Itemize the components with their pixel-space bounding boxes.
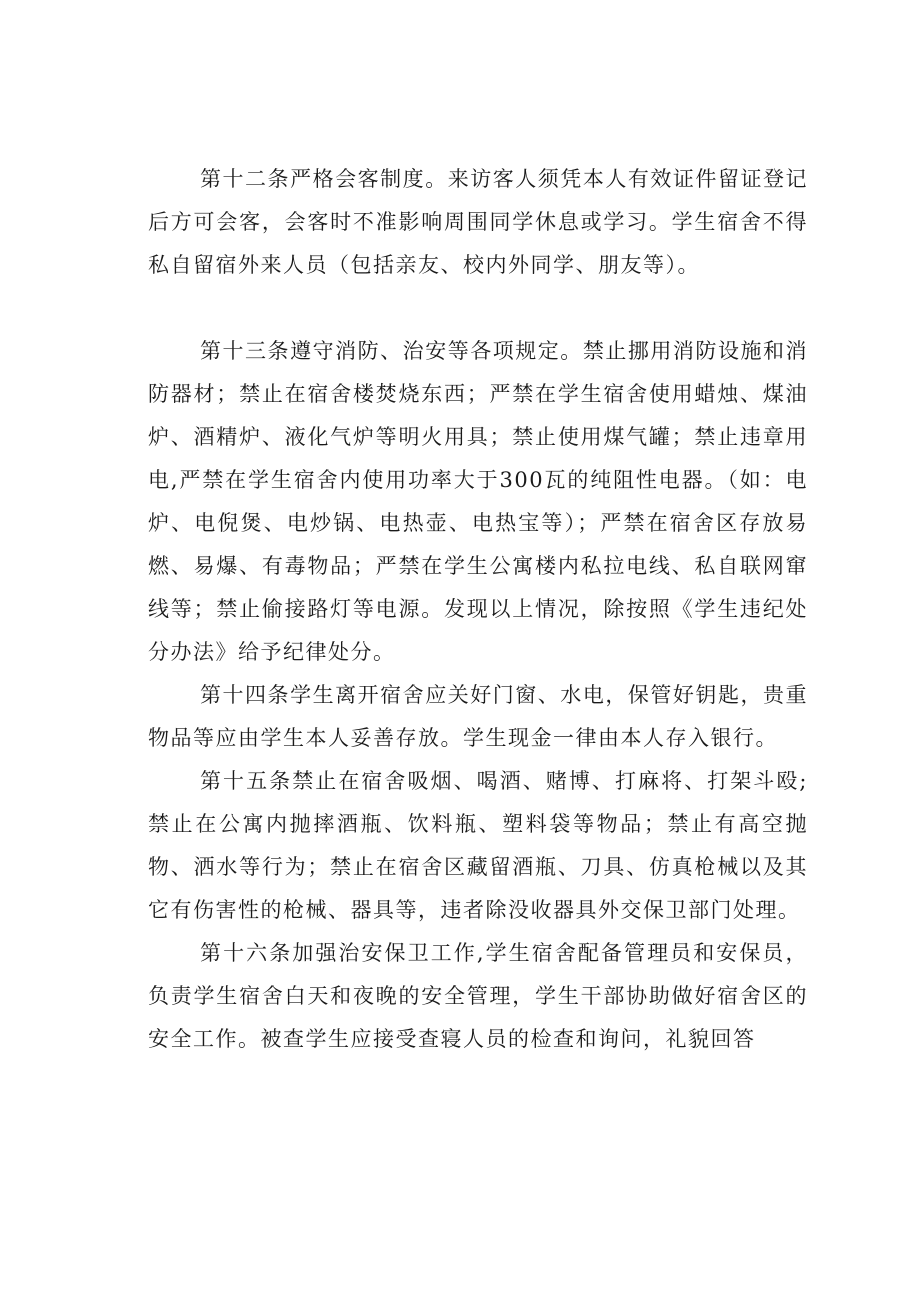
document-body: [148, 158, 808, 1061]
paragraph-article-16: 第十六条加强治安保卫工作,学生宿舍配备管理员和安保员，负责学生宿舍白天和夜晚的安全管理，学生干部协助做好宿舍区的安全工作。被查学生应接受查寝人员的检查和询问，礼貌回答: [148, 941, 808, 1051]
paragraph-article-13: 第十三条遵守消防、治安等各项规定。禁止挪用消防设施和消防器材；禁止在宿舍楼焚烧东西；严禁在学生宿舍使用蜡烛、煤油炉、酒精炉、液化气炉等明火用具；禁止使用煤气罐；禁止违章用电,严禁在学生宿舍内使用功率大于300瓦的纯阻性电器。（如：电炉、电倪煲、电炒锅、电热壶、电热宝等）；严禁在宿舍区存放易燃、易爆、有毒物品；严禁在学生公寓楼内私拉电线、私自联网窜线等；禁止偷接路灯等电源。发现以上情况，除按照《学生违纪处分办法》给予纪律处分。: [148, 339, 808, 664]
paragraph-article-14: 第十四条学生离开宿舍应关好门窗、水电，保管好钥匙，贵重物品等应由学生本人妥善存放。学生现金一律由本人存入银行。: [148, 683, 808, 750]
paragraph-article-12: 第十二条严格会客制度。来访客人须凭本人有效证件留证登记后方可会客，会客时不准影响周围同学休息或学习。学生宿舍不得私自留宿外来人员（包括亲友、校内外同学、朋友等）。: [148, 167, 808, 277]
paragraph-article-15: 第十五条禁止在宿舍吸烟、喝酒、赌博、打麻将、打架斗殴;禁止在公寓内抛摔酒瓶、饮料瓶、塑料袋等物品；禁止有高空抛物、洒水等行为；禁止在宿舍区藏留酒瓶、刀具、仿真枪械以及其它有伤害性的枪械、器具等，违者除没收器具外交保卫部门处理。: [148, 769, 808, 922]
